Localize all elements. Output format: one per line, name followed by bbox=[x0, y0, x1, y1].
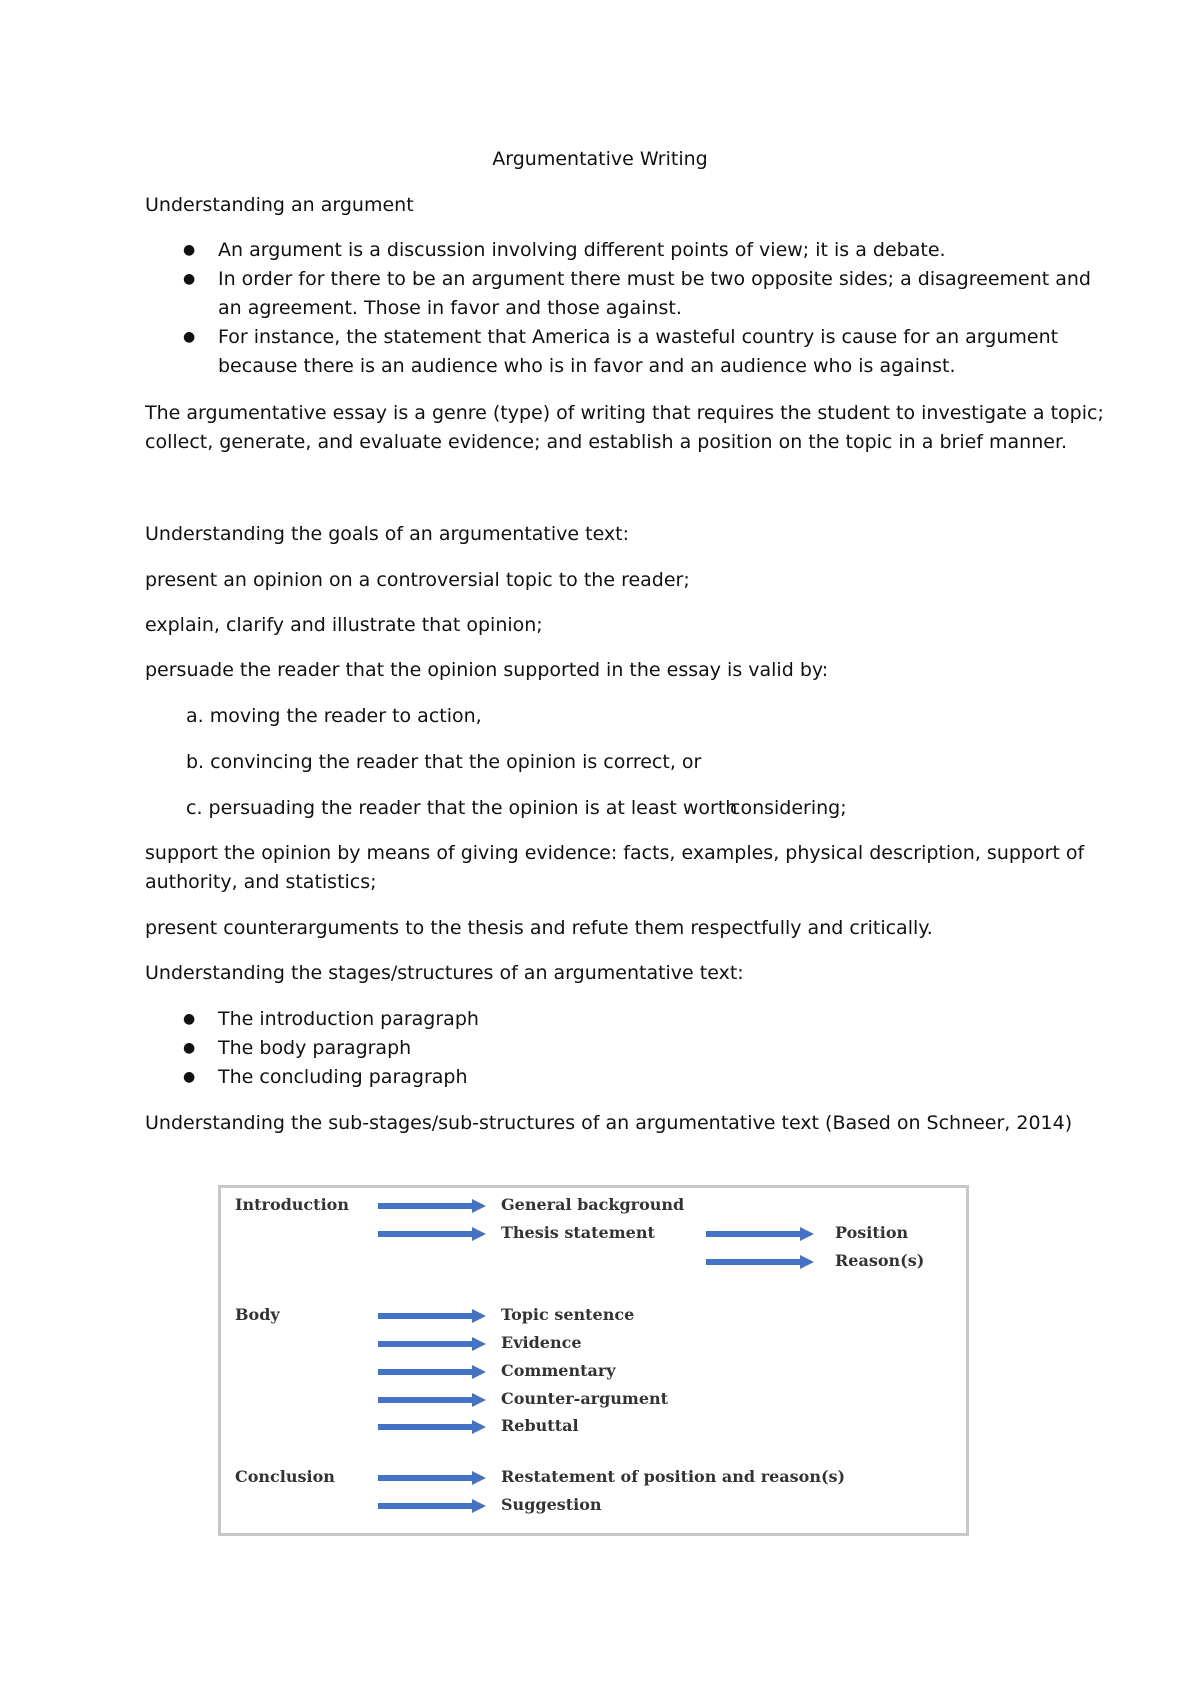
argument-bullet-1: An argument is a discussion involving different points of view; it is a debate. bbox=[218, 239, 946, 261]
diagram-label-introduction: Introduction bbox=[235, 1195, 349, 1214]
arrow-right-icon bbox=[378, 1199, 486, 1213]
diagram-item-position: Position bbox=[835, 1223, 909, 1242]
counterargument-paragraph: present counterarguments to the thesis and refute them respectfully and critically. bbox=[145, 917, 933, 939]
substages-heading: Understanding the sub-stages/sub-structures of an argumentative text (Based on Schneer, 2014) bbox=[145, 1112, 1073, 1134]
diagram-item-thesis-statement: Thesis statement bbox=[501, 1223, 655, 1242]
stages-heading: Understanding the stages/structures of an argumentative text: bbox=[145, 962, 744, 984]
support-paragraph-line-2: authority, and statistics; bbox=[145, 871, 377, 893]
argument-bullet-3: For instance, the statement that America is a wasteful country is cause for an argument bbox=[218, 326, 1059, 348]
persuade-item-c: c. persuading the reader that the opinion is at least worth bbox=[186, 797, 738, 819]
essay-paragraph-line-1: The argumentative essay is a genre (type) of writing that requires the student to investigate a topic; bbox=[145, 402, 1104, 424]
goal-2: explain, clarify and illustrate that opinion; bbox=[145, 614, 543, 636]
bullet-marker: ● bbox=[183, 1069, 196, 1085]
diagram-item-counter-argument: Counter-argument bbox=[501, 1389, 669, 1408]
diagram-item-rebuttal: Rebuttal bbox=[501, 1416, 579, 1435]
diagram-item-reasons: Reason(s) bbox=[835, 1251, 925, 1270]
argument-bullet-2: In order for there to be an argument there must be two opposite sides; a disagreement and bbox=[218, 268, 1091, 290]
arrow-right-icon bbox=[378, 1393, 486, 1407]
arrow-right-icon bbox=[706, 1255, 814, 1269]
arrow-right-icon bbox=[378, 1337, 486, 1351]
arrow-right-icon bbox=[378, 1499, 486, 1513]
persuade-item-b: b. convincing the reader that the opinion is correct, or bbox=[186, 751, 702, 773]
diagram-label-body: Body bbox=[235, 1305, 280, 1324]
diagram-item-evidence: Evidence bbox=[501, 1333, 582, 1352]
goal-3: persuade the reader that the opinion supported in the essay is valid by: bbox=[145, 659, 829, 681]
arrow-right-icon bbox=[378, 1420, 486, 1434]
bullet-marker: ● bbox=[183, 1040, 196, 1056]
stage-bullet-2: The body paragraph bbox=[218, 1037, 412, 1059]
diagram-label-conclusion: Conclusion bbox=[235, 1467, 335, 1486]
diagram-item-commentary: Commentary bbox=[501, 1361, 616, 1380]
diagram-item-topic-sentence: Topic sentence bbox=[501, 1305, 635, 1324]
argument-bullet-3-cont: because there is an audience who is in favor and an audience who is against. bbox=[218, 355, 956, 377]
diagram-item-restatement: Restatement of position and reason(s) bbox=[501, 1467, 846, 1486]
stage-bullet-1: The introduction paragraph bbox=[218, 1008, 479, 1030]
goals-heading: Understanding the goals of an argumentative text: bbox=[145, 523, 630, 545]
bullet-marker: ● bbox=[183, 271, 196, 287]
diagram-item-general-background: General background bbox=[501, 1195, 685, 1214]
bullet-marker: ● bbox=[183, 242, 196, 258]
argument-bullet-2-cont: an agreement. Those in favor and those against. bbox=[218, 297, 682, 319]
arrow-right-icon bbox=[378, 1309, 486, 1323]
arrow-right-icon bbox=[378, 1365, 486, 1379]
bullet-marker: ● bbox=[183, 1011, 196, 1027]
arrow-right-icon bbox=[706, 1227, 814, 1241]
goal-1: present an opinion on a controversial topic to the reader; bbox=[145, 569, 690, 591]
bullet-marker: ● bbox=[183, 329, 196, 345]
arrow-right-icon bbox=[378, 1471, 486, 1485]
section-heading-argument: Understanding an argument bbox=[145, 194, 414, 216]
persuade-item-a: a. moving the reader to action, bbox=[186, 705, 482, 727]
support-paragraph-line-1: support the opinion by means of giving evidence: facts, examples, physical description, support of bbox=[145, 842, 1085, 864]
diagram-item-suggestion: Suggestion bbox=[501, 1495, 602, 1514]
arrow-right-icon bbox=[378, 1227, 486, 1241]
persuade-item-c-end: considering; bbox=[730, 797, 847, 819]
essay-paragraph-line-2: collect, generate, and evaluate evidence; and establish a position on the topic in a brief manner. bbox=[145, 431, 1068, 453]
structure-diagram bbox=[218, 1185, 969, 1536]
page-title: Argumentative Writing bbox=[492, 148, 708, 170]
stage-bullet-3: The concluding paragraph bbox=[218, 1066, 468, 1088]
